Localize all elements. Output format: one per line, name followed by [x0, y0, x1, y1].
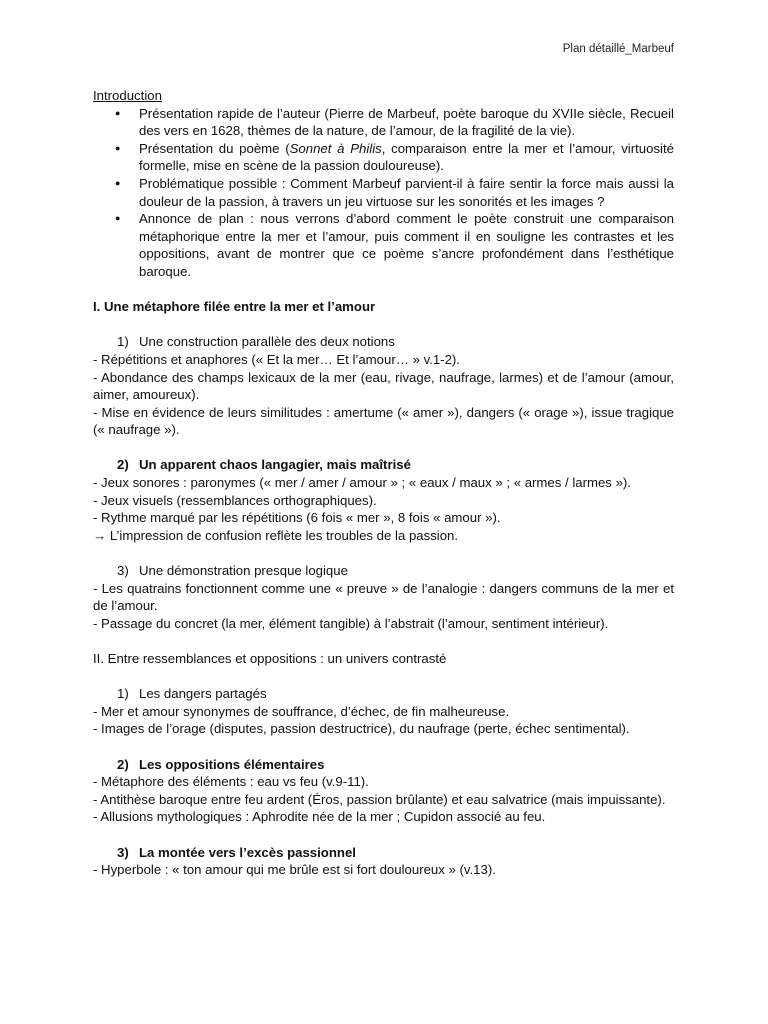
part1-s2-heading: [93, 456, 674, 474]
intro-heading: Introduction: [93, 88, 162, 103]
part2-s2-line: - Antithèse baroque entre feu ardent (Éros, passion brûlante) et eau salvatrice (mais impuissante).: [93, 791, 666, 807]
intro-bullets: [93, 105, 674, 281]
part1-s3-line: - Passage du concret (la mer, élément tangible) à l’abstrait (l’amour, sentiment intérieur).: [93, 615, 609, 631]
part1-s1-title: Une construction parallèle des deux notions: [139, 334, 395, 350]
part1-heading: I. Une métaphore filée entre la mer et l’amour: [93, 299, 376, 315]
part1-s2-conclusion: → L’impression de confusion reflète les troubles de la passion.: [93, 527, 459, 543]
part2-s3-title: La montée vers l’excès passionnel: [139, 844, 356, 860]
part1-s1-line: - Répétitions et anaphores (« Et la mer… Et l’amour… » v.1-2).: [93, 351, 460, 367]
intro-bullet-problem: ● Problématique possible : Comment Marbeuf parvient-il à faire sentir la force mais aussi la douleur de la passion, à travers un jeu virtuose sur les sonorités et les images ?: [93, 175, 674, 210]
part1-s3-number: 3): [117, 563, 129, 579]
part2-s1-line: - Images de l’orage (disputes, passion destructrice), du naufrage (perte, échec sentimental).: [93, 721, 630, 737]
part1-s2-line: - Jeux sonores : paronymes (« mer / amer / amour » ; « eaux / maux » ; « armes / larmes »).: [93, 475, 631, 491]
poem-title: Sonnet à Philis: [289, 140, 382, 156]
part1-s2-title: Un apparent chaos langagier, mais maîtrisé: [139, 457, 411, 473]
part2-s1-number: 1): [117, 686, 129, 702]
part2-heading: II. Entre ressemblances et oppositions : un univers contrasté: [93, 651, 447, 666]
part1-s2-number: 2): [117, 457, 129, 473]
part2-s1-line: - Mer et amour synonymes de souffrance, d’échec, de fin malheureuse.: [93, 703, 510, 719]
document-body: [93, 87, 674, 879]
part1-s3-title: Une démonstration presque logique: [139, 563, 348, 579]
part1-s2-line: - Jeux visuels (ressemblances orthographiques).: [93, 492, 377, 508]
intro-bullet-poem: [93, 140, 674, 175]
page-header: Plan détaillé_Marbeuf: [562, 43, 674, 55]
part2-s3-number: 3): [117, 844, 129, 860]
part2-s1-title: Les dangers partagés: [139, 686, 267, 702]
part2-s3-heading: [93, 844, 674, 862]
part2-s1-heading: [93, 685, 674, 703]
part2-s2-title: Les oppositions élémentaires: [139, 756, 325, 772]
part2-s2-number: 2): [117, 756, 129, 772]
poem-text-before: Présentation du poème (: [139, 140, 290, 156]
poem-text-after: , comparaison entre la mer et l’amour, virtuosité formelle, mise en scène de la passion douloureuse).: [139, 140, 674, 174]
part1-s3-heading: [93, 562, 674, 580]
part1-s1-line: - Abondance des champs lexicaux de la mer (eau, rivage, naufrage, larmes) et de l’amour (amour, aimer, amoureux).: [93, 369, 674, 403]
part2-s2-heading: [93, 756, 674, 774]
part2-s3-line: - Hyperbole : « ton amour qui me brûle est si fort douloureux » (v.13).: [93, 862, 496, 878]
intro-bullet-plan: ● Annonce de plan : nous verrons d’abord comment le poète construit une comparaison métaphorique entre la mer et l’amour, puis comment il en souligne les contrastes et les oppositions, avant de montrer que ce poème s’ancre profondément dans l’esthétique baroque.: [93, 210, 674, 280]
part1-s3-line: - Les quatrains fonctionnent comme une « preuve » de l’analogie : dangers communs de la mer et de l’amour.: [93, 580, 674, 614]
part1-s1-heading: [93, 333, 674, 351]
part2-s2-line: - Allusions mythologiques : Aphrodite née de la mer ; Cupidon associé au feu.: [93, 809, 546, 825]
part1-s2-line: - Rythme marqué par les répétitions (6 fois « mer », 8 fois « amour »).: [93, 510, 501, 526]
intro-bullet-author: ● Présentation rapide de l’auteur (Pierre de Marbeuf, poète baroque du XVIIe siècle, Recueil des vers en 1628, thèmes de la nature, de l’amour, de la fragilité de la vie).: [93, 105, 674, 140]
part1-s1-number: 1): [117, 334, 129, 350]
part1-s1-line: - Mise en évidence de leurs similitudes : amertume (« amer »), dangers (« orage »), issue tragique (« naufrage »).: [93, 404, 674, 438]
part2-s2-line: - Métaphore des éléments : eau vs feu (v.9-11).: [93, 774, 369, 790]
